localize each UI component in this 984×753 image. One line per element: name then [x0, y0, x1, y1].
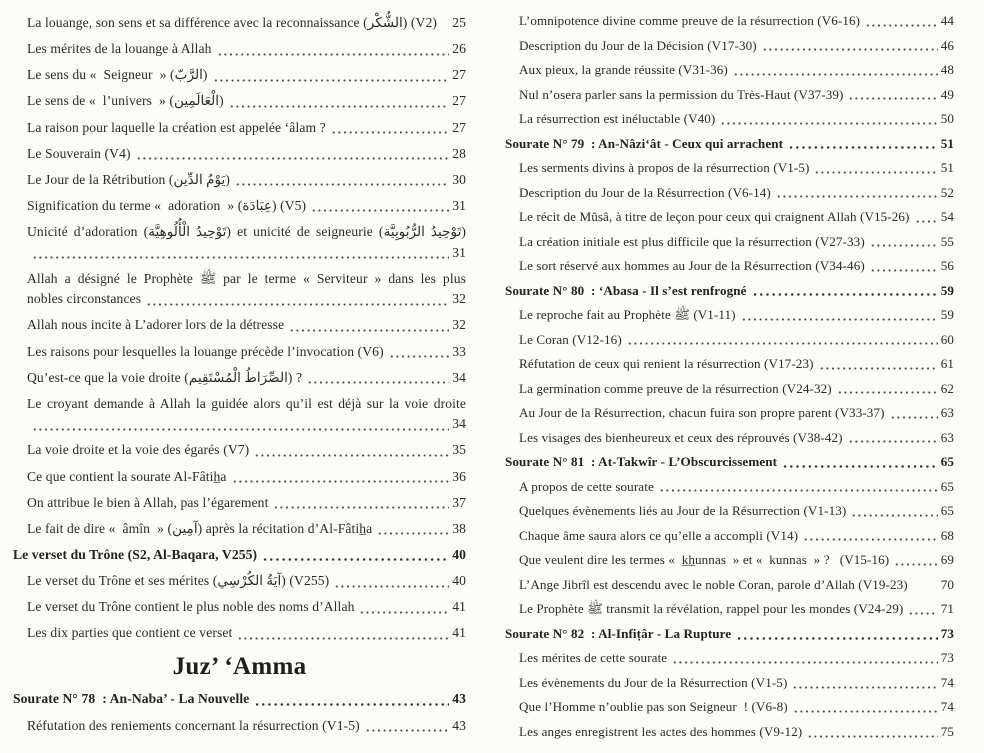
toc-entry-line: [519, 60, 954, 80]
toc-entry: [13, 91, 466, 111]
toc-page-number: 46: [940, 37, 954, 53]
toc-entry: [13, 315, 466, 335]
toc-section-entry: [505, 134, 954, 154]
toc-entry: [13, 39, 466, 59]
toc-page-number: 34: [452, 369, 466, 385]
toc-page-number: 27: [452, 119, 466, 135]
toc-entry-text: L’omnipotence divine comme preuve de la résurrection (V6-16): [519, 13, 861, 28]
toc-page-number: 38: [452, 520, 466, 536]
toc-entry-line: [27, 65, 466, 85]
toc-entry-line: [519, 36, 954, 56]
toc-entry-line: [27, 144, 466, 164]
dot-leader: [659, 489, 938, 492]
toc-entry: [13, 65, 466, 85]
toc-page-number: 35: [452, 442, 466, 458]
toc-entry-line: [27, 118, 466, 138]
dot-leader: [865, 24, 938, 27]
toc-entry-text: Sourate N° 82 : Al-Infiṭâr - La Rupture: [505, 625, 732, 641]
toc-entry-line: [27, 368, 466, 388]
toc-entry-text: On attribue le bien à Allah, pas l’égarement: [27, 494, 269, 510]
toc-entry-line: [27, 196, 466, 216]
toc-entry-text: La germination comme preuve de la résurrection (V24-32): [519, 380, 832, 396]
toc-entry-text: Le verset du Trône et ses mérites (آيَةُ الكُرْسِي) (V255): [27, 573, 330, 589]
toc-entry: [505, 232, 954, 252]
toc-entry-text: La voie droite et la voie des égarés (V7): [27, 442, 250, 458]
toc-entry-text: Le récit de Mûsâ, à titre de leçon pour ceux qui craignent Allah (V15-26): [519, 209, 910, 225]
toc-entry: [505, 256, 954, 276]
toc-entry: [505, 722, 954, 742]
toc-entry: [505, 207, 954, 227]
dot-leader: [793, 710, 938, 713]
toc-entry-text: Quelques évènements liés au Jour de la Résurrection (V1-13): [519, 503, 847, 519]
toc-entry-text: Que veulent dire les termes « k̲h̲unnas » et « kunnas » ? (V15-16): [519, 552, 890, 568]
toc-entry: [505, 11, 954, 31]
dot-leader: [915, 220, 938, 223]
dot-leader: [32, 428, 449, 431]
toc-entry-line: [27, 13, 466, 33]
dot-leader: [870, 269, 938, 272]
toc-entry-line: [505, 281, 954, 301]
toc-page-number: 59: [940, 282, 954, 298]
toc-page-number: 41: [452, 625, 466, 641]
dot-leader: [237, 637, 449, 640]
toc-entry: [13, 222, 466, 263]
toc-entry-text: Le fait de dire « âmîn » (آمِين) après la récitation d’Al-Fâtih̲a: [27, 520, 373, 536]
toc-page-number: 73: [940, 650, 954, 666]
toc-entry-text: Le Souverain (V4): [27, 145, 131, 161]
toc-entry-line: [27, 315, 466, 335]
toc-entry: [505, 550, 954, 570]
toc-page-number: 32: [452, 291, 466, 307]
toc-page-number: 49: [940, 86, 954, 102]
toc-entry-text: Chaque âme saura alors ce qu’elle a accompli (V14): [519, 527, 799, 543]
toc-page-number: 69: [940, 552, 954, 568]
toc-page-number: 36: [452, 468, 466, 484]
dot-leader: [627, 342, 938, 345]
toc-entry: [13, 394, 466, 435]
toc-entry-line: [519, 575, 954, 595]
toc-entry-line: [505, 452, 954, 472]
toc-entry-text: La résurrection est inéluctable (V40): [519, 111, 716, 127]
dot-leader: [908, 612, 937, 615]
dot-leader: [254, 454, 449, 457]
toc-entry-line: [519, 256, 954, 276]
toc-page-number: 68: [940, 527, 954, 543]
toc-page-number: 31: [452, 244, 466, 260]
toc-entry-text: Unicité d’adoration (تَوْحِيدُ الْأُلُوهِيَّة) et unicité de seigneurie (تَوْحِيدُ الرُّبُوبِيَّة): [27, 224, 467, 240]
toc-entry: [505, 477, 954, 497]
toc-entry-line: [27, 467, 466, 487]
toc-entry: [505, 673, 954, 693]
toc-entry: [13, 368, 466, 388]
toc-page-number: 52: [940, 184, 954, 200]
toc-entry-line: [519, 109, 954, 129]
toc-section-entry: [13, 545, 466, 565]
toc-entry-text: Réfutation des reniements concernant la résurrection (V1-5): [27, 717, 360, 733]
toc-page-number: 44: [940, 13, 954, 28]
dot-leader: [848, 440, 938, 443]
toc-entry-text: Les dix parties que contient ce verset: [27, 625, 233, 641]
dot-leader: [334, 585, 449, 588]
toc-entry: [13, 13, 466, 33]
toc-entry-line: [519, 330, 954, 350]
toc-entry: [13, 170, 466, 190]
toc-section-entry: [13, 689, 466, 709]
toc-entry-line: [27, 440, 466, 460]
toc-page-number: 63: [940, 405, 954, 421]
toc-entry-line: [505, 134, 954, 154]
toc-page-number: 48: [940, 62, 954, 78]
dot-leader: [819, 367, 938, 370]
toc-entry-text: Les mérites de la louange à Allah: [27, 41, 212, 57]
dot-leader: [32, 256, 449, 259]
toc-entry-text: Le sens de « l’univers » (الْعَالَمِين): [27, 93, 224, 109]
dot-leader: [232, 480, 450, 483]
toc-page-number: 43: [452, 717, 466, 733]
toc-entry-line: [13, 545, 466, 565]
toc-page-number: 37: [452, 494, 466, 510]
toc-entry-line: [519, 11, 954, 31]
dot-leader: [289, 329, 449, 332]
toc-entry-text: Sourate N° 81 : At-Takwîr - L’Obscurcissement: [505, 454, 778, 470]
dot-leader: [311, 209, 449, 212]
toc-entry-line: [519, 403, 954, 423]
dot-leader: [782, 465, 938, 468]
toc-entry-text: Sourate N° 79 : An-Nâzi‘ât - Ceux qui arrachent: [505, 135, 784, 151]
toc-page-number: 41: [452, 599, 466, 615]
toc-entry-text: Les visages des bienheureux et ceux des réprouvés (V38-42): [519, 429, 843, 445]
dot-leader: [733, 73, 938, 76]
toc-entry-text: Qu’est-ce que la voie droite (الصِّرَاطُ الْمُسْتَقِيم) ?: [27, 369, 303, 385]
toc-entry-text: Le verset du Trône contient le plus noble des noms d’Allah: [27, 599, 355, 615]
toc-entry-line: [519, 354, 954, 374]
toc-entry-text: Au Jour de la Résurrection, chacun fuira son propre parent (V33-37): [519, 405, 885, 421]
dot-leader: [762, 48, 938, 51]
toc-entry-line: [27, 597, 466, 617]
toc-entry-line: [519, 599, 954, 619]
dot-leader: [720, 122, 937, 125]
toc-page-number: 51: [940, 135, 954, 151]
toc-entry-text: Ce que contient la sourate Al-Fâtih̲a: [27, 468, 227, 484]
toc-entry-line: [519, 379, 954, 399]
toc-page-number: 74: [940, 674, 954, 690]
toc-entry-line: [27, 243, 466, 263]
toc-entry: [505, 60, 954, 80]
dot-leader: [442, 26, 449, 29]
toc-entry-line: [27, 414, 466, 434]
toc-page-number: 73: [940, 625, 954, 641]
toc-column-right: [492, 0, 984, 753]
toc-entry-text: Description du Jour de la Résurrection (V6-14): [519, 184, 771, 200]
toc-section-entry: [505, 281, 954, 301]
dot-leader: [377, 532, 449, 535]
toc-entry-text: Le sens du « Seigneur » (الرَّبّ): [27, 67, 208, 83]
toc-page-number: 65: [940, 503, 954, 519]
dot-leader: [913, 588, 938, 591]
dot-leader: [254, 703, 449, 706]
toc-entry: [505, 501, 954, 521]
toc-entry-text: Le Jour de la Rétribution (يَوْمُ الدِّين): [27, 171, 230, 187]
dot-leader: [736, 637, 937, 640]
dot-leader: [273, 506, 449, 509]
toc-entry: [13, 440, 466, 460]
toc-entry: [505, 697, 954, 717]
toc-page-number: 56: [940, 258, 954, 274]
dot-leader: [803, 538, 938, 541]
toc-entry-text: Les raisons pour lesquelles la louange précède l’invocation (V6): [27, 343, 384, 359]
toc-entry-line: [13, 689, 466, 709]
toc-page-number: 71: [940, 601, 954, 617]
toc-entry-line: [27, 623, 466, 643]
toc-entry-line: [519, 85, 954, 105]
toc-entry: [505, 85, 954, 105]
dot-leader: [851, 514, 937, 517]
toc-page-number: 33: [452, 343, 466, 359]
toc-entry-line: [519, 673, 954, 693]
dot-leader: [229, 105, 449, 108]
toc-entry-line: [519, 477, 954, 497]
dot-leader: [848, 97, 937, 100]
toc-entry: [505, 403, 954, 423]
toc-page-number: 65: [940, 478, 954, 494]
toc-entry-text: Signification du terme « adoration » (عِبَادَة) (V5): [27, 198, 307, 214]
toc-entry-text: Le croyant demande à Allah la guidée alors qu’il est déjà sur la voie droite: [27, 395, 466, 411]
toc-entry-text: Aux pieux, la grande réussite (V31-36): [519, 62, 728, 78]
dot-leader: [788, 146, 938, 149]
toc-entry-line: [27, 91, 466, 111]
toc-entry: [13, 144, 466, 164]
toc-entry-line: [505, 624, 954, 644]
toc-page-number: 54: [940, 209, 954, 225]
toc-page-number: 75: [940, 723, 954, 739]
toc-entry-line: [519, 207, 954, 227]
toc-page-number: 30: [452, 171, 466, 187]
toc-entry-line: [519, 526, 954, 546]
toc-entry-line: [519, 722, 954, 742]
toc-entry-text: Les serments divins à propos de la résurrection (V1-5): [519, 160, 810, 176]
section-heading: Juz’ ‘Amma: [172, 652, 307, 680]
toc-entry-text: Le Prophète ﷺ transmit la révélation, rappel pour les mondes (V24-29): [519, 601, 904, 617]
toc-entry: [505, 305, 954, 325]
toc-entry: [13, 571, 466, 591]
toc-page-number: 50: [940, 111, 954, 127]
toc-entry-text: Les mérites de cette sourate: [519, 650, 668, 666]
toc-entry-text: L’Ange Jibrîl est descendu avec le noble Coran, parole d’Allah (V19-23): [519, 576, 908, 592]
toc-entry-text: Sourate N° 80 : ‘Abasa - Il s’est renfrogné: [505, 282, 747, 298]
toc-entry-line: [27, 39, 466, 59]
toc-entry-text: Les anges enregistrent les actes des hommes (V9-12): [519, 723, 803, 739]
toc-entry-line: [519, 232, 954, 252]
toc-entry: [13, 118, 466, 138]
dot-leader: [752, 293, 938, 296]
dot-leader: [331, 131, 449, 134]
toc-entry: [13, 269, 466, 310]
dot-leader: [776, 195, 938, 198]
toc-entry: [13, 493, 466, 513]
toc-page-number: 70: [940, 576, 954, 592]
toc-entry-line: [519, 550, 954, 570]
dot-leader: [365, 729, 449, 732]
toc-entry: [13, 196, 466, 216]
toc-entry: [505, 330, 954, 350]
dot-leader: [389, 355, 450, 358]
toc-entry-line: [519, 501, 954, 521]
toc-page-number: 34: [452, 416, 466, 432]
toc-entry: [13, 467, 466, 487]
dot-leader: [213, 79, 450, 82]
toc-entry-text: Allah nous incite à L’adorer lors de la détresse: [27, 317, 285, 333]
dot-leader: [890, 416, 938, 419]
toc-page-number: 61: [940, 356, 954, 372]
toc-entry-text: La louange, son sens et sa différence avec la reconnaissance (الشُّكْر) (V2): [27, 15, 437, 30]
toc-page-number: 40: [452, 546, 466, 562]
toc-entry-line: [27, 519, 466, 539]
toc-page-number: 28: [452, 145, 466, 161]
toc-entry-text: Allah a désigné le Prophète ﷺ par le terme « Serviteur » dans les plus: [27, 270, 466, 286]
dot-leader: [870, 244, 938, 247]
toc-entry-text: Description du Jour de la Décision (V17-30): [519, 37, 757, 53]
toc-page-number: 25: [452, 15, 466, 30]
toc-entry: [505, 36, 954, 56]
dot-leader: [235, 183, 449, 186]
toc-page-number: 26: [452, 41, 466, 57]
toc-entry-text: Que l’Homme n’oublie pas son Seigneur ! (V6-8): [519, 699, 788, 715]
toc-entry-line: [27, 716, 466, 736]
toc-entry: [13, 623, 466, 643]
toc-entry-line: [519, 305, 954, 325]
toc-entry-line: [519, 158, 954, 178]
toc-entry-text: Le sort réservé aux hommes au Jour de la Résurrection (V34-46): [519, 258, 865, 274]
toc-page-number: 62: [940, 380, 954, 396]
toc-page-number: 32: [452, 317, 466, 333]
dot-leader: [807, 735, 937, 738]
dot-leader: [136, 157, 450, 160]
toc-entry-text: La raison pour laquelle la création est appelée ‘âlam ?: [27, 119, 326, 135]
dot-leader: [146, 303, 449, 306]
toc-page-number: 40: [452, 573, 466, 589]
toc-section-entry: [505, 624, 954, 644]
toc-entry-line: [27, 342, 466, 362]
toc-entry: [505, 526, 954, 546]
toc-entry-line: [519, 183, 954, 203]
toc-entry-line: [27, 493, 466, 513]
toc-entry-text: Nul n’osera parler sans la permission du Très-Haut (V37-39): [519, 86, 844, 102]
toc-page-number: 59: [940, 307, 954, 323]
toc-section-entry: [505, 452, 954, 472]
toc-entry-line: [27, 170, 466, 190]
toc-entry: [505, 648, 954, 668]
toc-entry: [505, 428, 954, 448]
toc-entry-line: [27, 571, 466, 591]
toc-page-number: 31: [452, 198, 466, 214]
dot-leader: [359, 611, 449, 614]
toc-entry: [505, 158, 954, 178]
toc-page-number: 27: [452, 67, 466, 83]
toc-entry-line: [519, 697, 954, 717]
toc-page-number: 55: [940, 233, 954, 249]
toc-entry-text: Sourate N° 78 : An-Naba’ - La Nouvelle: [13, 691, 250, 707]
toc-entry-text: Le Coran (V12-16): [519, 331, 622, 347]
dot-leader: [307, 381, 449, 384]
toc-entry: [505, 354, 954, 374]
toc-entry: [505, 379, 954, 399]
dot-leader: [837, 391, 938, 394]
toc-entry-text: Réfutation de ceux qui renient la résurrection (V17-23): [519, 356, 814, 372]
toc-entry-text: Les évènements du Jour de la Résurrection (V1-5): [519, 674, 788, 690]
toc-page-number: 63: [940, 429, 954, 445]
toc-page-number: 43: [452, 691, 466, 707]
toc-entry: [505, 183, 954, 203]
dot-leader: [217, 53, 450, 56]
dot-leader: [262, 558, 449, 561]
toc-page-number: 74: [940, 699, 954, 715]
toc-entry: [505, 109, 954, 129]
toc-entry-text: A propos de cette sourate: [519, 478, 654, 494]
toc-entry: [505, 599, 954, 619]
toc-entry-line: [519, 648, 954, 668]
dot-leader: [672, 661, 937, 664]
toc-page-number: 60: [940, 331, 954, 347]
toc-page-number: 27: [452, 93, 466, 109]
dot-leader: [814, 171, 937, 174]
dot-leader: [741, 318, 938, 321]
toc-entry: [13, 519, 466, 539]
dot-leader: [894, 563, 937, 566]
toc-entry: [13, 342, 466, 362]
toc-entry-text: Le verset du Trône (S2, Al-Baqara, V255): [13, 546, 258, 562]
toc-entry-text: La création initiale est plus difficile que la résurrection (V27-33): [519, 233, 865, 249]
toc-entry-line: [519, 428, 954, 448]
toc-entry: [13, 597, 466, 617]
dot-leader: [792, 686, 937, 689]
toc-entry: [505, 575, 954, 595]
toc-page-number: 51: [940, 160, 954, 176]
toc-entry-line: [27, 289, 466, 309]
toc-entry: [13, 716, 466, 736]
toc-page-number: 65: [940, 454, 954, 470]
toc-entry-text: nobles circonstances: [27, 291, 142, 307]
toc-entry-text: Le reproche fait au Prophète ﷺ (V1-11): [519, 307, 736, 323]
